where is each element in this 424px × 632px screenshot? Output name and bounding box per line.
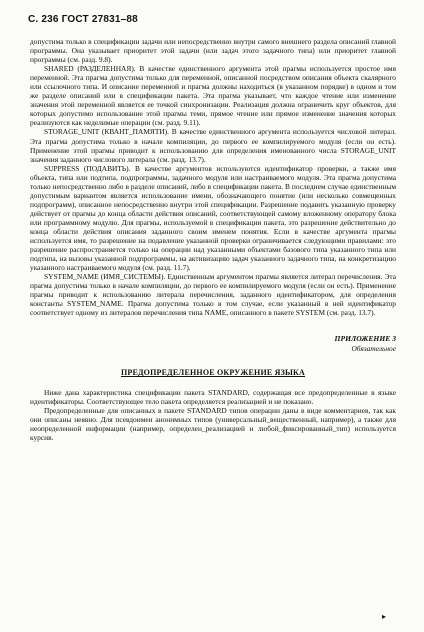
paragraph-system-name: SYSTEM_NAME (ИМЯ_СИСТЕМЫ). Единственным аргументом прагмы является литерал перечисления. Эта прагма допустима только в начале компиляции, до первого ее компилируемого модуля (если он есть). Применение прагмы приводит к использованию литерала перечисления, заданного идентификатором, для определения константы SYSTEM_NAME. Прагма допустима только в том случае, если указанный в ней идентификатор соответствует одному из литералов перечисления типа NAME, описанного в пакете SYSTEM (см. разд. 13.7).	[30, 272, 396, 318]
page-corner-mark: ▸	[382, 612, 387, 621]
appendix-title: ПРИЛОЖЕНИЕ 3	[334, 334, 396, 344]
appendix-status: Обязательное	[351, 343, 396, 353]
page-body	[30, 37, 396, 442]
paragraph-standard-operations: Предопределенные для описанных в пакете STANDARD типов операции даны в виде комментариев, так как они описаны неявно. Для псевдоимен анонимных типов (универсальный_вещественный, например), а также для неопределенной информации (например, определен_реализацией и любой_фиксированный_тип) используется курсив.	[30, 405, 396, 442]
paragraph-standard-intro: Ниже дана характеристика спецификации пакета STANDARD, содержащая все предопределенные в языке идентификаторы. Соответствующее тело пакета определяется реализацией и не показано.	[30, 387, 396, 406]
page-header: С. 236 ГОСТ 27831–88	[28, 14, 138, 25]
paragraph-shared: SHARED (РАЗДЕЛЕННАЯ). В качестве единственного аргумента этой прагмы используется простое имя переменной. Эта прагма допустима только для переменной, описанной посредством описания объекта скалярного или ссылочного типа. И описание переменной и прагма должны находиться (в указанном порядке) в одном и том же разделе описаний или в спецификации пакета. Эта прагма указывает, что каждое чтение или изменение значения этой переменной является ее точкой синхронизации. Реализация должна ограничить круг объектов, для которых допустимо использование этой прагмы теми, прямое чтение или прямое изменение значения которых реализуются как неделимые операции (см. разд. 9.11).	[30, 64, 396, 128]
paragraph-storage-unit: STORAGE_UNIT (КВАНТ_ПАМЯТИ). В качестве единственного аргумента используется числовой литерал. Эта прагма допустима только в начале компиляции, до первого ее компилируемого модуля (если он есть). Применение этой прагмы приводит к использованию для определения именованного числа STORAGE_UNIT значения заданного числового литерала (см. разд. 13.7).	[30, 127, 396, 164]
paragraph-suppress: SUPPRESS (ПОДАВИТЬ). В качестве аргументов используются идентификатор проверки, а также имя объекта, типа или подтипа, подпрограммы, задачного модуля или настраиваемого модуля. Эта прагма допустима только непосредственно либо в разделе описаний, либо в спецификации пакета. В последнем случае единственным допустимым вариантом является использование имени, обозначающего понятие (или несколько совмещенных подпрограмм), описанное непосредственно внутри этой спецификации. Разрешение подавить указанную проверку действует от прагмы до конца области действия описаний, соответствующей самому вложенному оператору блока или программному модулю. Для прагмы, используемой в спецификации пакета, это разрешение действительно до конца области действия описания заданного своим именем понятия. Если в качестве аргумента прагмы используется имя, то разрешение на подавление указанной проверки ограничивается следующими правилами: это разрешение распространяется только на операции над указанными объектами базового типа указанного типа или подтипа, на вызовы указанной подпрограммы, на активизацию задач указанного задачного типа, на конкретизацию указанного настраиваемого модуля (см. разд. 11.7).	[30, 163, 396, 273]
paragraph-priority-continuation: допустима только в спецификации задачи или непосредственно внутри самого внешнего раздела описаний главной программы. Она указывает приоритет этой задачи (или задач этого задачного типа) или приоритет главной программы (см. разд. 9.8).	[30, 37, 396, 65]
section-title: ПРЕДОПРЕДЕЛЕННОЕ ОКРУЖЕНИЕ ЯЗЫКА	[120, 368, 306, 378]
